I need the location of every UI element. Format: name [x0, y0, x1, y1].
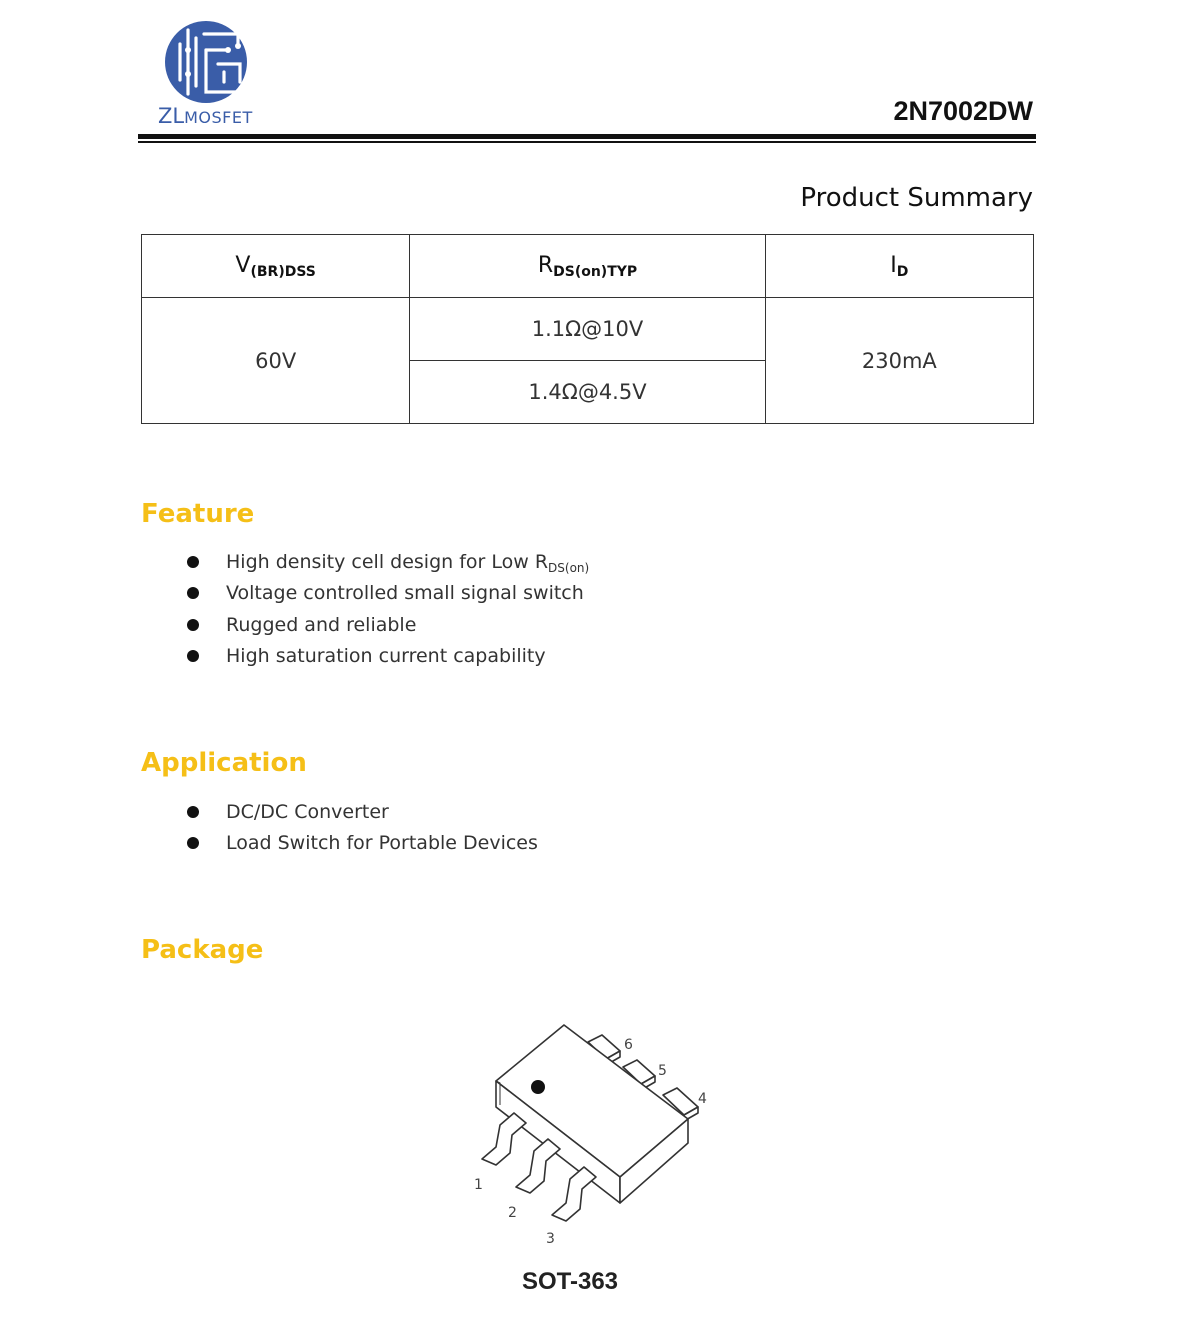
- pin-label-3: 3: [546, 1231, 555, 1247]
- list-item: Voltage controlled small signal switch: [186, 578, 589, 609]
- pin1-marker-dot: [531, 1080, 545, 1094]
- pin-1: [482, 1113, 526, 1165]
- header-id: $I_D$: [765, 235, 1033, 298]
- company-logo: [150, 18, 270, 133]
- feature-list: [186, 547, 589, 672]
- logo-wordmark: ZLMOSFET: [158, 104, 253, 128]
- pin-3: [552, 1167, 596, 1221]
- cell-id: 230mA: [765, 298, 1033, 424]
- list-item: Rugged and reliable: [186, 610, 589, 641]
- sot363-package-illustration: [470, 1015, 720, 1250]
- cell-vdss: 60V: [142, 298, 410, 424]
- logo-emblem-icon: [162, 20, 250, 104]
- pin-label-5: 5: [658, 1063, 667, 1079]
- header-vdss: $V_{(BR)DSS}$: [142, 235, 410, 298]
- cell-rds-45v: 1.4Ω@4.5V: [410, 361, 765, 424]
- list-item: High density cell design for Low $R_{DS(on)}$: [186, 547, 589, 578]
- pin-label-1: 1: [474, 1177, 483, 1193]
- header-rdson: $R_{DS(on)TYP}$: [410, 235, 765, 298]
- feature-title: Feature: [141, 499, 255, 529]
- pin-label-6: 6: [624, 1037, 633, 1053]
- package-label: SOT-363: [521, 1268, 619, 1295]
- table-header-row: [142, 235, 1034, 298]
- package-title: Package: [141, 935, 264, 965]
- header-rule-thin: [138, 141, 1036, 143]
- part-number: 2N7002DW: [893, 96, 1033, 126]
- pin-label-4: 4: [698, 1091, 707, 1107]
- list-item: DC/DC Converter: [186, 797, 538, 828]
- table-row: [142, 298, 1034, 361]
- pin-2: [516, 1139, 560, 1193]
- application-list: [186, 797, 538, 860]
- list-item: Load Switch for Portable Devices: [186, 828, 538, 859]
- application-title: Application: [141, 748, 307, 778]
- cell-rds-10v: 1.1Ω@10V: [410, 298, 765, 361]
- pin-label-2: 2: [508, 1205, 517, 1221]
- product-summary-title: Product Summary: [800, 183, 1033, 213]
- header-rule-thick: [138, 134, 1036, 139]
- product-summary-table: [141, 234, 1034, 424]
- list-item: High saturation current capability: [186, 641, 589, 672]
